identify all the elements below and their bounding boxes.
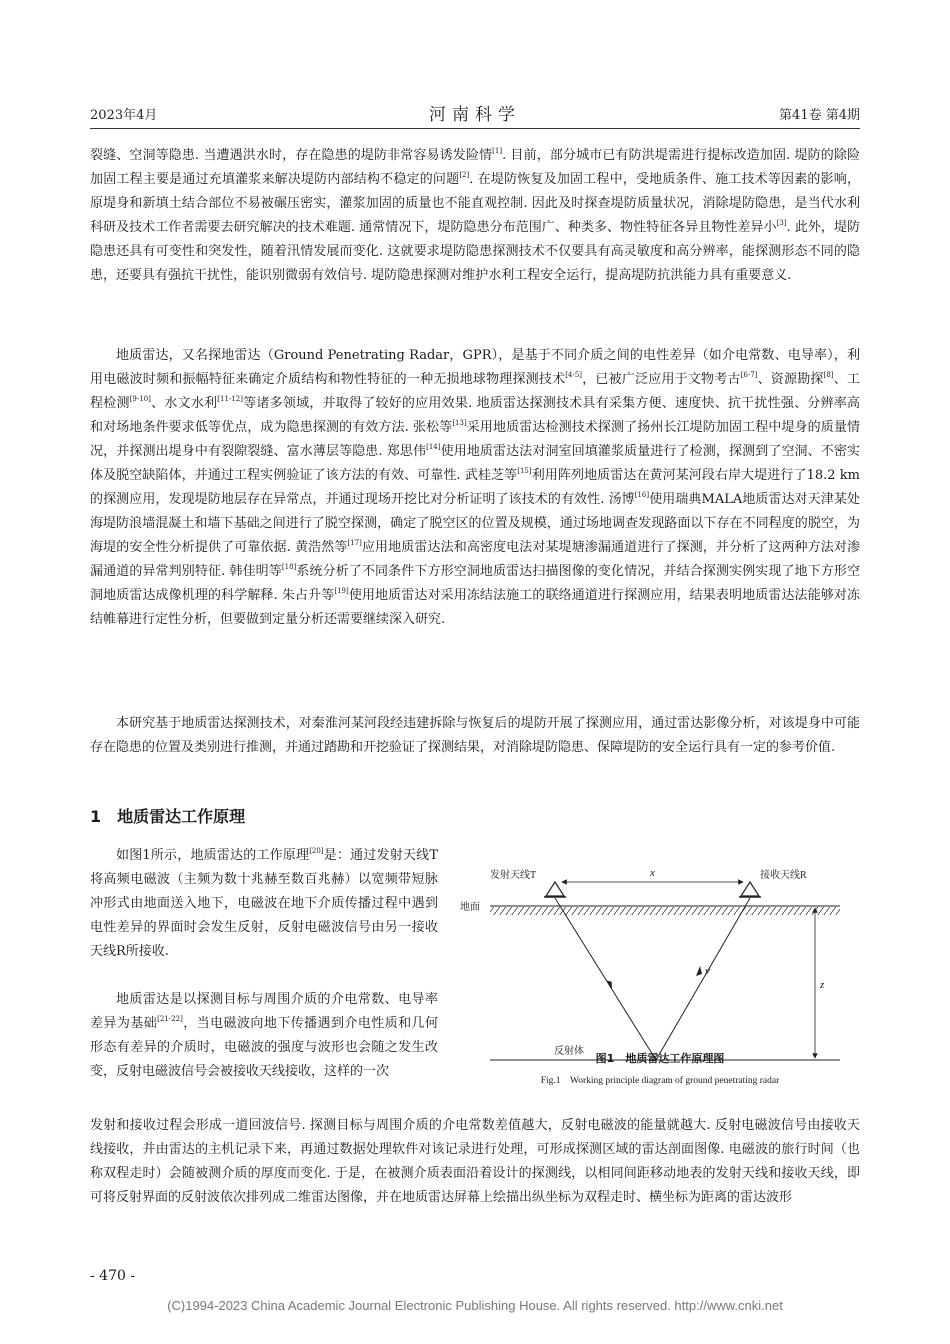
copyright-footer: (C)1994-2023 China Academic Journal Electronic Publishing House. All rights reserved. http://www.cnki.net [167, 1298, 783, 1313]
page-header [90, 100, 860, 126]
section-heading [90, 804, 245, 827]
citation[interactable]: [18] [281, 563, 297, 571]
citation[interactable]: [19] [334, 587, 349, 595]
citation[interactable]: [21-22] [157, 1015, 183, 1023]
citation[interactable]: [2] [459, 171, 470, 179]
paragraph-5: 地质雷达是以探测目标与周围介质的介电常数、电导率差异为基础[21-22]，当电磁波向地下传播遇到介电性质和几何形态有差异的介质时，电磁波的强度与波形也会随之发生改变，反射电磁波信号会被接收天线接收，这样的一次 [90, 992, 438, 1079]
v-label: v [705, 965, 710, 977]
header-rule [90, 128, 860, 129]
journal-title: 河南科学 [429, 105, 521, 125]
citation[interactable]: [6-7] [740, 371, 758, 379]
page-number: - 470 - [90, 1268, 136, 1284]
paragraph-2: 地质雷达，又名探地雷达（Ground Penetrating Radar，GPR），是基于不同介质之间的电性差异（如介电常数、电导率），利用电磁波时频和振幅特征来确定介质结构和物性特征的一种无损地球物理探测技术[4-5]，已被广泛应用于文物考古[6-7]、资源勘探[8]、工程检测[9-10]、水文水利[11-12]等诸多领域，并取得了较好的应用效果. 地质雷达探测技术具有采集方便、速度快、抗干扰性强、分辨率高和对场地条件要求低等优点，成为隐患探测的有效方法. 张松等[13]采用地质雷达检测技术探测了扬州长江堤防加固工程中堤身的质量情况，并探测出堤身中有裂隙裂缝、富水薄层等隐患. 郑思伟[14]使用地质雷达法对洞室回填灌浆质量进行了检测，探测到了空洞、不密实体及脱空缺陷体，并通过工程实例验证了该方法的有效、可靠性. 武桂芝等[15]利用阵列地质雷达在黄河某河段右岸大堤进行了18.2 km的探测应用，发现堤防地层存在异常点，并通过现场开挖比对分析证明了该技术的有效性. 汤博[16]使用瑞典MALA地质雷达对天津某处海堤防浪墙混凝土和墙下基础之间进行了脱空探测，确定了脱空区的位置及规模，通过场地调查发现路面以下存在不同程度的脱空，为海堤的安全性分析提供了可靠依据. 黄浩然等[17]应用地质雷达法和高密度电法对某堤塘渗漏通道进行了探测，并分析了这两种方法对渗漏通道的异常判别特征. 韩佳明等[18]系统分析了不同条件下方形空洞地质雷达扫描图像的变化情况，并结合探测实例实现了地下方形空洞地质雷达成像机理的科学解释. 朱占升等[19]使用地质雷达对采用冻结法施工的联络通道进行探测应用，结果表明地质雷达法能够对冻结帷幕进行定性分析，但要做到定量分析还需要继续深入研究. [90, 348, 860, 627]
paragraph-3: 本研究基于地质雷达探测技术，对秦淮河某河段经违建拆除与恢复后的堤防开展了探测应用，通过雷达影像分析，对该堤身中可能存在隐患的位置及类别进行推测，并通过踏勘和开挖验证了探测结果，对消除堤防隐患、保障堤防的安全运行具有一定的参考价值. [90, 716, 860, 755]
citation[interactable]: [1] [492, 147, 503, 155]
reflector-label: 反射体 [554, 1046, 584, 1057]
x-label: x [650, 867, 655, 879]
section-title: 地质雷达工作原理 [117, 807, 246, 826]
paragraph-4: 如图1所示，地质雷达的工作原理[20]是：通过发射天线T将高频电磁波（主频为数十兆赫至数百兆赫）以宽频带短脉冲形式由地面送入地下，电磁波在地下介质传播过程中遇到电性差异的界面时会发生反射，反射电磁波信号由另一接收天线R所接收. [90, 847, 439, 959]
section-number: 1 [90, 807, 102, 826]
citation[interactable]: [16] [634, 491, 650, 499]
citation[interactable]: [11-12] [217, 395, 243, 403]
paragraph-5-continued: 发射和接收过程会形成一道回波信号. 探测目标与周围介质的介电常数差值越大，反射电磁波的能量就越大. 反射电磁波信号由接收天线接收，并由雷达的主机记录下来，再通过数据处理软件对该记录进行处理，可形成探测区域的雷达剖面图像. 电磁波的旅行时间（也称双程走时）会随被测介质的厚度而变化. 于是，在被测介质表面沿着设计的探测线，以相同间距移动地表的发射天线和接收天线，即可将反射界面的反射波依次排列成二维雷达图像，并在地质雷达屏幕上绘描出纵坐标为双程走时、横坐标为距离的雷达波形 [90, 1118, 860, 1205]
citation[interactable]: [9-10] [129, 395, 151, 403]
rx-label: 接收天线R [760, 870, 807, 881]
reflected-arrow [696, 966, 702, 976]
z-label: z [820, 979, 825, 991]
ground-hatch [490, 907, 840, 915]
figure-caption-cn: 图1 地质雷达工作原理图 [595, 1052, 725, 1065]
figure-caption-en: Fig.1 Working principle diagram of ground penetrating radar [540, 1076, 780, 1086]
reflected-ray [656, 898, 750, 1060]
citation[interactable]: [13] [452, 419, 467, 427]
citation[interactable]: [14] [426, 443, 441, 451]
citation[interactable]: [20] [309, 847, 324, 855]
paragraph-1: 裂缝、空洞等隐患. 当遭遇洪水时，存在隐患的堤防非常容易诱发险情[1]. 目前，部分城市已有防洪堤需进行提标改造加固. 堤防的除险加固工程主要是通过充填灌浆来解决堤防内部结构不稳定的问题[2]. 在堤防恢复及加固工程中，受地质条件、施工技术等因素的影响，原堤身和新填土结合部位不易被碾压密实，灌浆加固的质量也不能直观控制. 因此及时探查堤防质量状况，消除堤防隐患，是当代水利科研及技术工作者需要去研究解决的技术难题. 通常情况下，堤防隐患分布范围广、种类多、物性特征各异且物性差异小[3]. 此外，堤防隐患还具有可变性和突发性，随着汛情发展而变化. 这就要求堤防隐患探测技术不仅要具有高灵敏度和高分辨率，能探测形态不同的隐患，还要具有强抗干扰性，能识别微弱有效信号. 堤防隐患探测对维护水利工程安全运行，提高堤防抗洪能力具有重要意义. [90, 147, 861, 283]
citation[interactable]: [4-5] [565, 371, 583, 379]
citation[interactable]: [17] [347, 539, 362, 547]
receive-antenna [741, 882, 759, 896]
citation[interactable]: [8] [823, 371, 834, 379]
volume-info: 第41卷 第4期 [779, 108, 860, 123]
ground-label: 地面 [460, 902, 480, 913]
citation[interactable]: [15] [517, 467, 532, 475]
transmit-antenna [546, 882, 564, 896]
incident-ray [555, 898, 656, 1060]
citation[interactable]: [3] [776, 219, 787, 227]
tx-label: 发射天线T [490, 870, 537, 881]
issue-date: 2023年4月 [90, 108, 158, 123]
